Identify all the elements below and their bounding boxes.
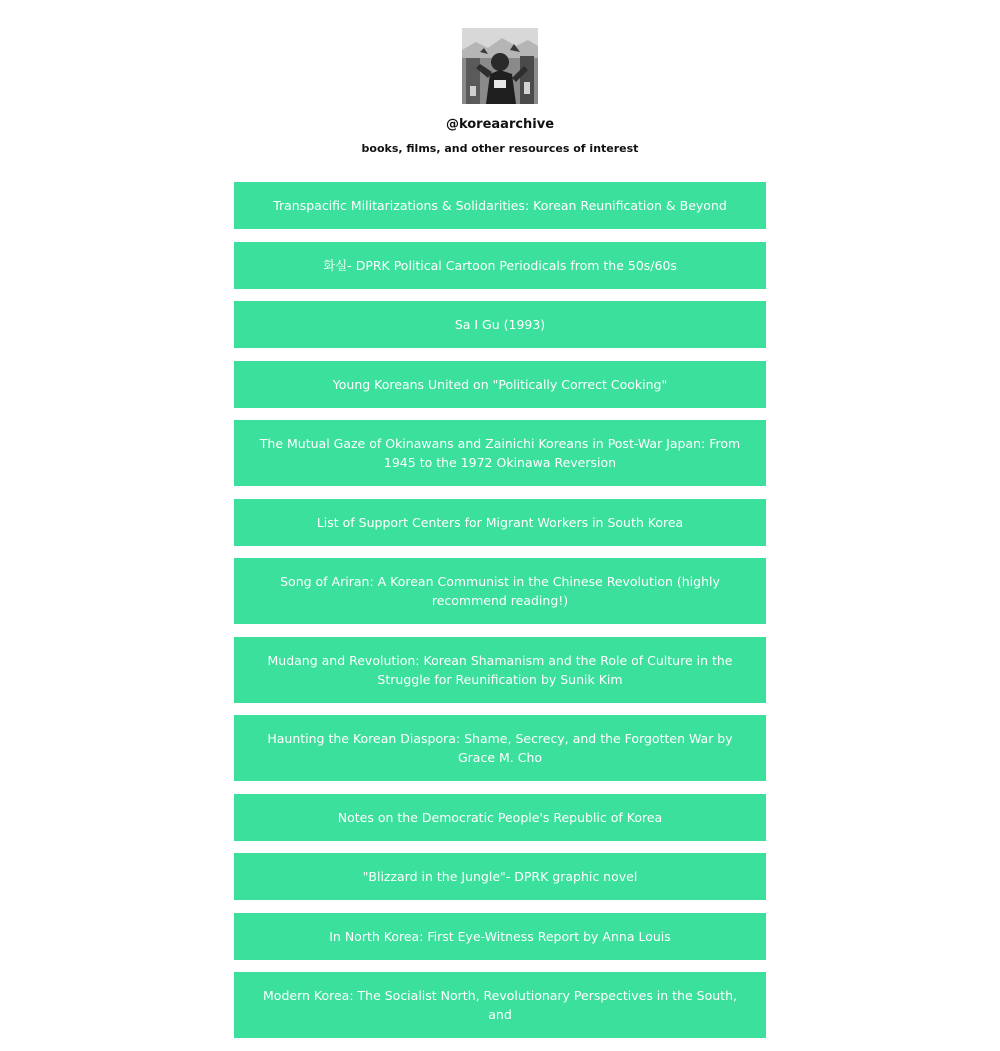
- link-button-song-of-ariran[interactable]: Song of Ariran: A Korean Communist in the Chinese Revolution (highly recommend reading!): [234, 558, 766, 624]
- link-button-mutual-gaze[interactable]: The Mutual Gaze of Okinawans and Zainichi Koreans in Post-War Japan: From 1945 to the 1972 Okinawa Reversion: [234, 420, 766, 486]
- link-button-dprk-cartoon-periodicals[interactable]: 화실- DPRK Political Cartoon Periodicals from the 50s/60s: [234, 242, 766, 289]
- link-button-notes-on-dprk[interactable]: Notes on the Democratic People's Republic of Korea: [234, 794, 766, 841]
- profile-username: @koreaarchive: [445, 117, 555, 132]
- avatar: [462, 28, 538, 104]
- link-list: [234, 182, 766, 1051]
- link-button-in-north-korea[interactable]: In North Korea: First Eye-Witness Report by Anna Louis: [234, 913, 766, 960]
- link-button-politically-correct-cooking[interactable]: Young Koreans United on "Politically Correct Cooking": [234, 361, 766, 408]
- link-button-haunting-korean-diaspora[interactable]: Haunting the Korean Diaspora: Shame, Secrecy, and the Forgotten War by Grace M. Cho: [234, 715, 766, 781]
- link-button-mudang-and-revolution[interactable]: Mudang and Revolution: Korean Shamanism and the Role of Culture in the Struggle for Reunification by Sunik Kim: [234, 637, 766, 703]
- link-button-blizzard-in-the-jungle[interactable]: "Blizzard in the Jungle"- DPRK graphic novel: [234, 853, 766, 900]
- link-button-transpacific-militarizations[interactable]: Transpacific Militarizations & Solidarities: Korean Reunification & Beyond: [234, 182, 766, 229]
- profile-avatar-image: [462, 28, 538, 104]
- link-button-sa-i-gu[interactable]: Sa I Gu (1993): [234, 301, 766, 348]
- profile-bio: books, films, and other resources of interest: [361, 142, 639, 155]
- link-button-modern-korea[interactable]: Modern Korea: The Socialist North, Revolutionary Perspectives in the South, and: [234, 972, 766, 1038]
- link-button-migrant-worker-support-centers[interactable]: List of Support Centers for Migrant Workers in South Korea: [234, 499, 766, 546]
